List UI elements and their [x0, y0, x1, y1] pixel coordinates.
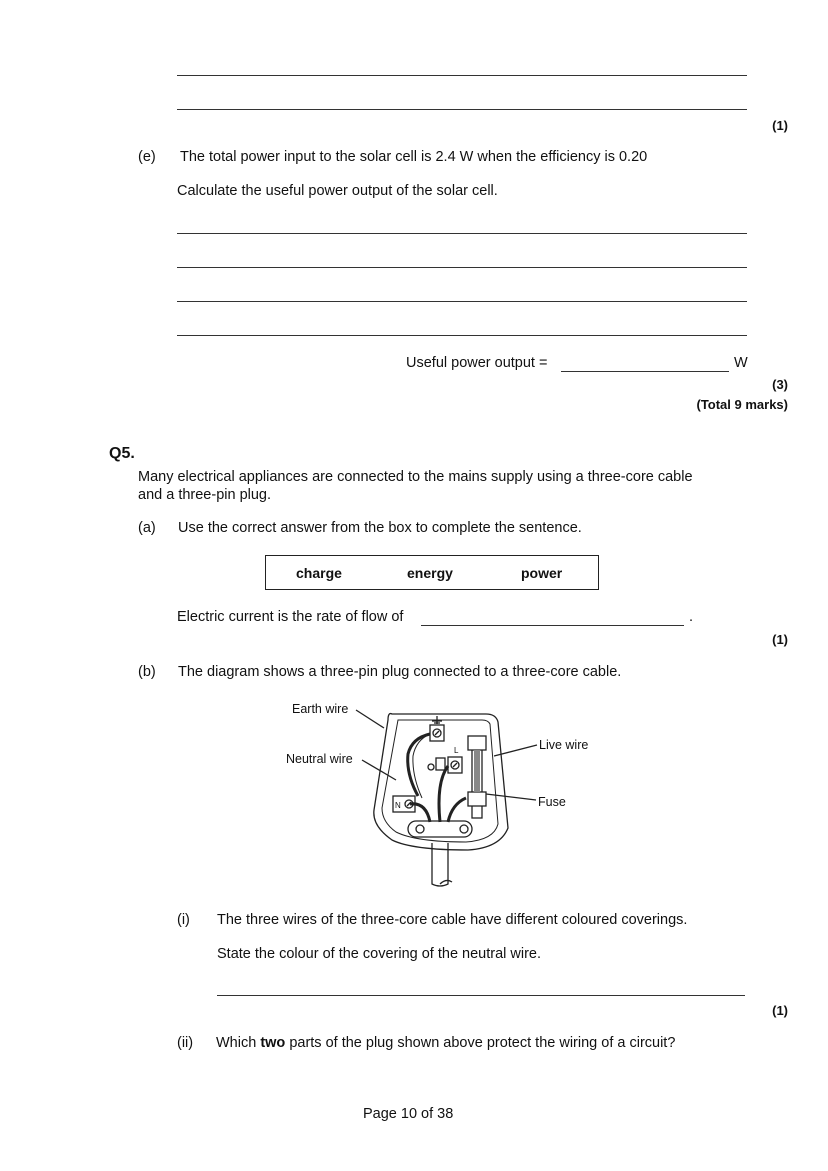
text-emphasis: two: [260, 1035, 286, 1051]
text-before: Which: [216, 1035, 261, 1051]
answer-blank[interactable]: [421, 625, 684, 626]
part-label: (e): [138, 149, 156, 165]
sentence-end: .: [689, 609, 694, 625]
question-text: The three wires of the three-core cable have different coloured coverings.: [217, 912, 688, 928]
unit-label: W: [734, 355, 748, 371]
answer-line[interactable]: [177, 267, 747, 268]
intro-text: and a three-pin plug.: [138, 487, 272, 503]
marks: (1): [772, 1003, 788, 1018]
answer-line[interactable]: [177, 233, 747, 234]
sentence-text: Electric current is the rate of flow of: [177, 609, 404, 625]
question-text: The total power input to the solar cell is 2.4 W when the efficiency is 0.20: [180, 149, 648, 165]
instruction-text: Calculate the useful power output of the solar cell.: [177, 183, 498, 199]
question-text: [216, 1035, 675, 1051]
pin-label-l: L: [454, 746, 459, 755]
answer-label: Useful power output =: [406, 355, 548, 371]
pin-label-n: N: [395, 801, 401, 810]
question-number: Q5.: [109, 445, 135, 462]
marks: (1): [772, 632, 788, 647]
option-charge[interactable]: charge: [296, 565, 342, 581]
answer-blank[interactable]: [561, 371, 729, 372]
text-after: parts of the plug shown above protect the wiring of a circuit?: [285, 1035, 676, 1051]
option-energy[interactable]: energy: [407, 565, 453, 581]
answer-options-box: [265, 555, 599, 590]
question-text: The diagram shows a three-pin plug connected to a three-core cable.: [178, 664, 622, 680]
subpart-label: (i): [177, 912, 190, 928]
question-text: Use the correct answer from the box to complete the sentence.: [178, 520, 582, 536]
part-label: (b): [138, 664, 156, 680]
plug-diagram: [280, 698, 610, 894]
label-fuse: Fuse: [538, 795, 566, 809]
answer-line[interactable]: [177, 301, 747, 302]
instruction-text: State the colour of the covering of the neutral wire.: [217, 946, 542, 962]
answer-line[interactable]: [177, 335, 747, 336]
option-power[interactable]: power: [521, 565, 563, 581]
marks: (1): [772, 118, 788, 133]
answer-line[interactable]: [177, 75, 747, 76]
answer-line[interactable]: [177, 109, 747, 110]
label-neutral-wire: Neutral wire: [286, 752, 353, 766]
label-earth-wire: Earth wire: [292, 702, 349, 716]
total-marks: (Total 9 marks): [696, 397, 788, 412]
label-live-wire: Live wire: [539, 738, 589, 752]
subpart-label: (ii): [177, 1035, 194, 1051]
intro-text: Many electrical appliances are connected to the mains supply using a three-core cable: [138, 469, 693, 485]
page-number: Page 10 of 38: [363, 1106, 454, 1122]
plug-drawing: [280, 698, 610, 894]
answer-line[interactable]: [217, 995, 745, 996]
part-label: (a): [138, 520, 156, 536]
marks: (3): [772, 377, 788, 392]
